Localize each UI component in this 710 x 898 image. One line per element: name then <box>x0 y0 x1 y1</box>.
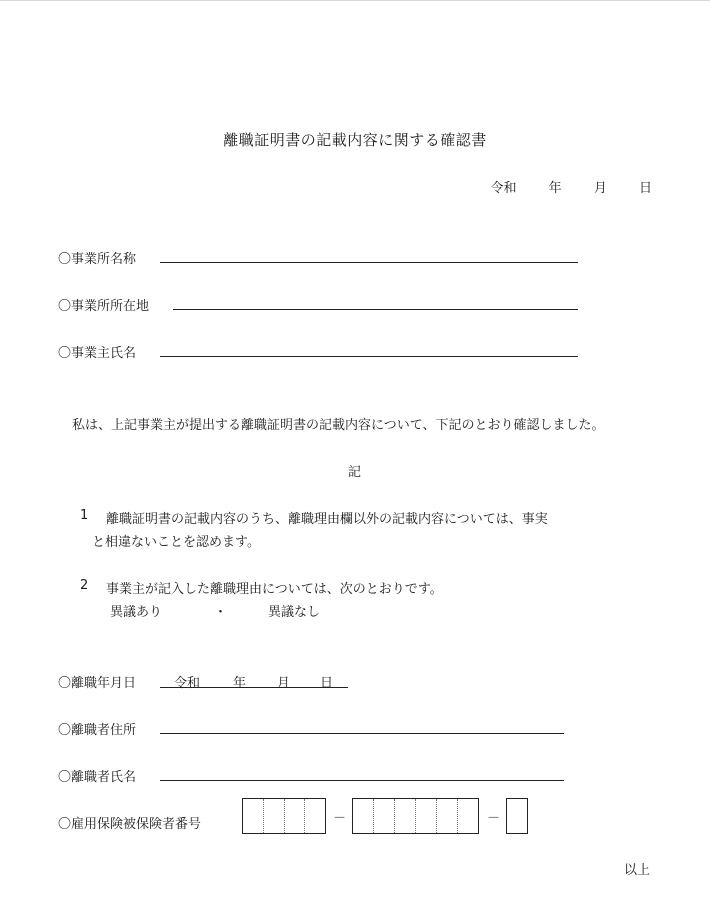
date-day: 日 <box>638 181 652 196</box>
objection-yes-option[interactable]: 異議あり <box>110 605 163 620</box>
digit-cell[interactable] <box>264 799 285 833</box>
digit-cell[interactable] <box>507 799 527 833</box>
insurance-number-group3[interactable] <box>506 798 528 834</box>
insurance-number-group2[interactable] <box>352 798 479 834</box>
item2-number: 2 <box>80 578 89 593</box>
insurance-number-dash: － <box>487 811 501 826</box>
date-year: 年 <box>548 181 562 196</box>
date-header <box>491 177 652 196</box>
item1-line2: と相違ないことを認めます。 <box>92 535 260 550</box>
digit-cell[interactable] <box>285 799 306 833</box>
digit-cell[interactable] <box>374 799 395 833</box>
digit-cell[interactable] <box>243 799 264 833</box>
digit-cell[interactable] <box>305 799 325 833</box>
digit-cell[interactable] <box>395 799 416 833</box>
option-separator: ・ <box>214 605 228 620</box>
office-address-field[interactable] <box>173 309 578 310</box>
digit-cell[interactable] <box>437 799 458 833</box>
owner-name-label: 〇事業主氏名 <box>58 346 137 361</box>
insurance-number-label: 〇雇用保険被保険者番号 <box>58 817 202 832</box>
employee-name-field[interactable] <box>160 780 564 781</box>
separation-date-era: 令和 <box>174 676 201 691</box>
employee-address-label: 〇離職者住所 <box>58 723 137 738</box>
separation-date-label: 〇離職年月日 <box>58 676 137 691</box>
separation-date-day: 日 <box>320 676 334 691</box>
objection-no-option[interactable]: 異議なし <box>268 605 321 620</box>
insurance-number-dash: － <box>333 811 347 826</box>
separation-date-year: 年 <box>233 676 247 691</box>
owner-name-field[interactable] <box>160 356 578 357</box>
item1-line1: 離職証明書の記載内容のうち、離職理由欄以外の記載内容については、事実 <box>106 512 548 527</box>
office-name-field[interactable] <box>160 262 578 263</box>
item2-line1: 事業主が記入した離職理由については、次のとおりです。 <box>106 582 443 597</box>
ki-heading: 記 <box>348 465 362 480</box>
office-address-label: 〇事業所所在地 <box>58 299 150 314</box>
digit-cell[interactable] <box>416 799 437 833</box>
insurance-number-group1[interactable] <box>242 798 326 834</box>
document-title: 離職証明書の記載内容に関する確認書 <box>223 131 487 149</box>
separation-date-field[interactable] <box>160 687 348 688</box>
item1-number: 1 <box>80 508 89 523</box>
date-era: 令和 <box>490 181 517 196</box>
employee-address-field[interactable] <box>160 733 564 734</box>
statement-text: 私は、上記事業主が提出する離職証明書の記載内容について、下記のとおり確認しました。 <box>72 418 605 433</box>
employee-name-label: 〇離職者氏名 <box>58 770 137 785</box>
digit-cell[interactable] <box>458 799 478 833</box>
closing-text: 以上 <box>624 863 651 878</box>
office-name-label: 〇事業所名称 <box>58 252 137 267</box>
separation-date-month: 月 <box>277 676 291 691</box>
digit-cell[interactable] <box>353 799 374 833</box>
date-month: 月 <box>593 181 607 196</box>
